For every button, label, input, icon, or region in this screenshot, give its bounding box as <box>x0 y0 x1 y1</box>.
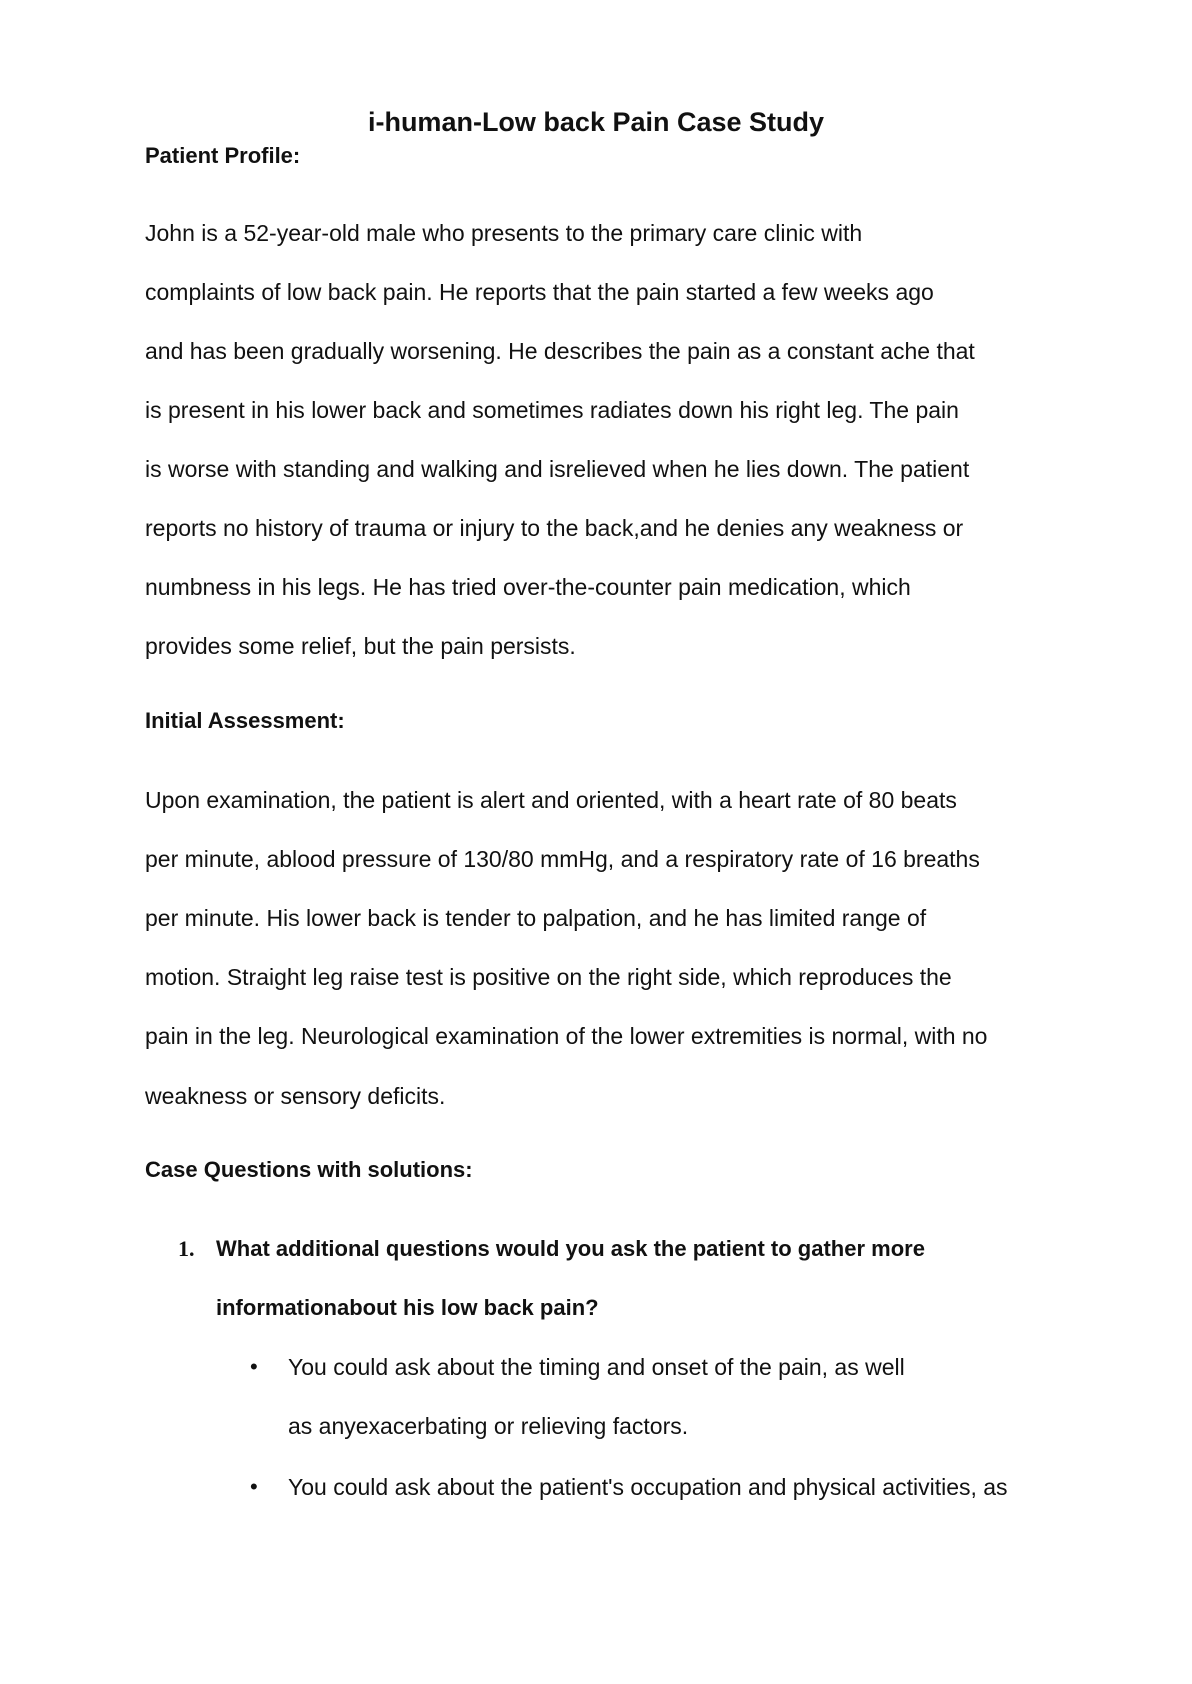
assessment-line: motion. Straight leg raise test is positive on the right side, which reproduces the <box>145 964 952 990</box>
patient-profile-line: provides some relief, but the pain persists. <box>145 633 576 659</box>
patient-profile-heading: Patient Profile: <box>145 143 301 168</box>
patient-profile-line: and has been gradually worsening. He describes the pain as a constant ache that <box>145 338 975 364</box>
assessment-line: Upon examination, the patient is alert and oriented, with a heart rate of 80 beats <box>145 787 957 813</box>
patient-profile-line: complaints of low back pain. He reports that the pain started a few weeks ago <box>145 279 934 305</box>
bullet-marker: • <box>250 1474 258 1499</box>
patient-profile-line: reports no history of trauma or injury to the back,and he denies any weakness or <box>145 515 964 541</box>
document-title: i-human-Low back Pain Case Study <box>367 107 825 137</box>
question-text: What additional questions would you ask the patient to gather more <box>216 1236 925 1261</box>
patient-profile-line: is worse with standing and walking and isrelieved when he lies down. The patient <box>145 456 970 482</box>
bullet-text: You could ask about the timing and onset of the pain, as well <box>288 1354 905 1380</box>
patient-profile-line: numbness in his legs. He has tried over-the-counter pain medication, which <box>145 574 911 600</box>
bullet-marker: • <box>250 1354 258 1379</box>
bullet-text: as anyexacerbating or relieving factors. <box>288 1413 689 1439</box>
patient-profile-line: John is a 52-year-old male who presents to the primary care clinic with <box>145 220 863 246</box>
patient-profile-line: is present in his lower back and sometimes radiates down his right leg. The pain <box>145 397 959 423</box>
initial-assessment-heading: Initial Assessment: <box>145 708 345 733</box>
question-number: 1. <box>178 1236 195 1261</box>
assessment-line: pain in the leg. Neurological examination of the lower extremities is normal, with no <box>145 1023 988 1049</box>
question-text: informationabout his low back pain? <box>216 1295 599 1320</box>
assessment-line: per minute, ablood pressure of 130/80 mmHg, and a respiratory rate of 16 breaths <box>145 846 980 872</box>
assessment-line: per minute. His lower back is tender to palpation, and he has limited range of <box>145 905 927 931</box>
case-questions-heading: Case Questions with solutions: <box>145 1157 473 1182</box>
bullet-text: You could ask about the patient's occupation and physical activities, as <box>288 1474 1008 1500</box>
assessment-line: weakness or sensory deficits. <box>145 1083 446 1109</box>
